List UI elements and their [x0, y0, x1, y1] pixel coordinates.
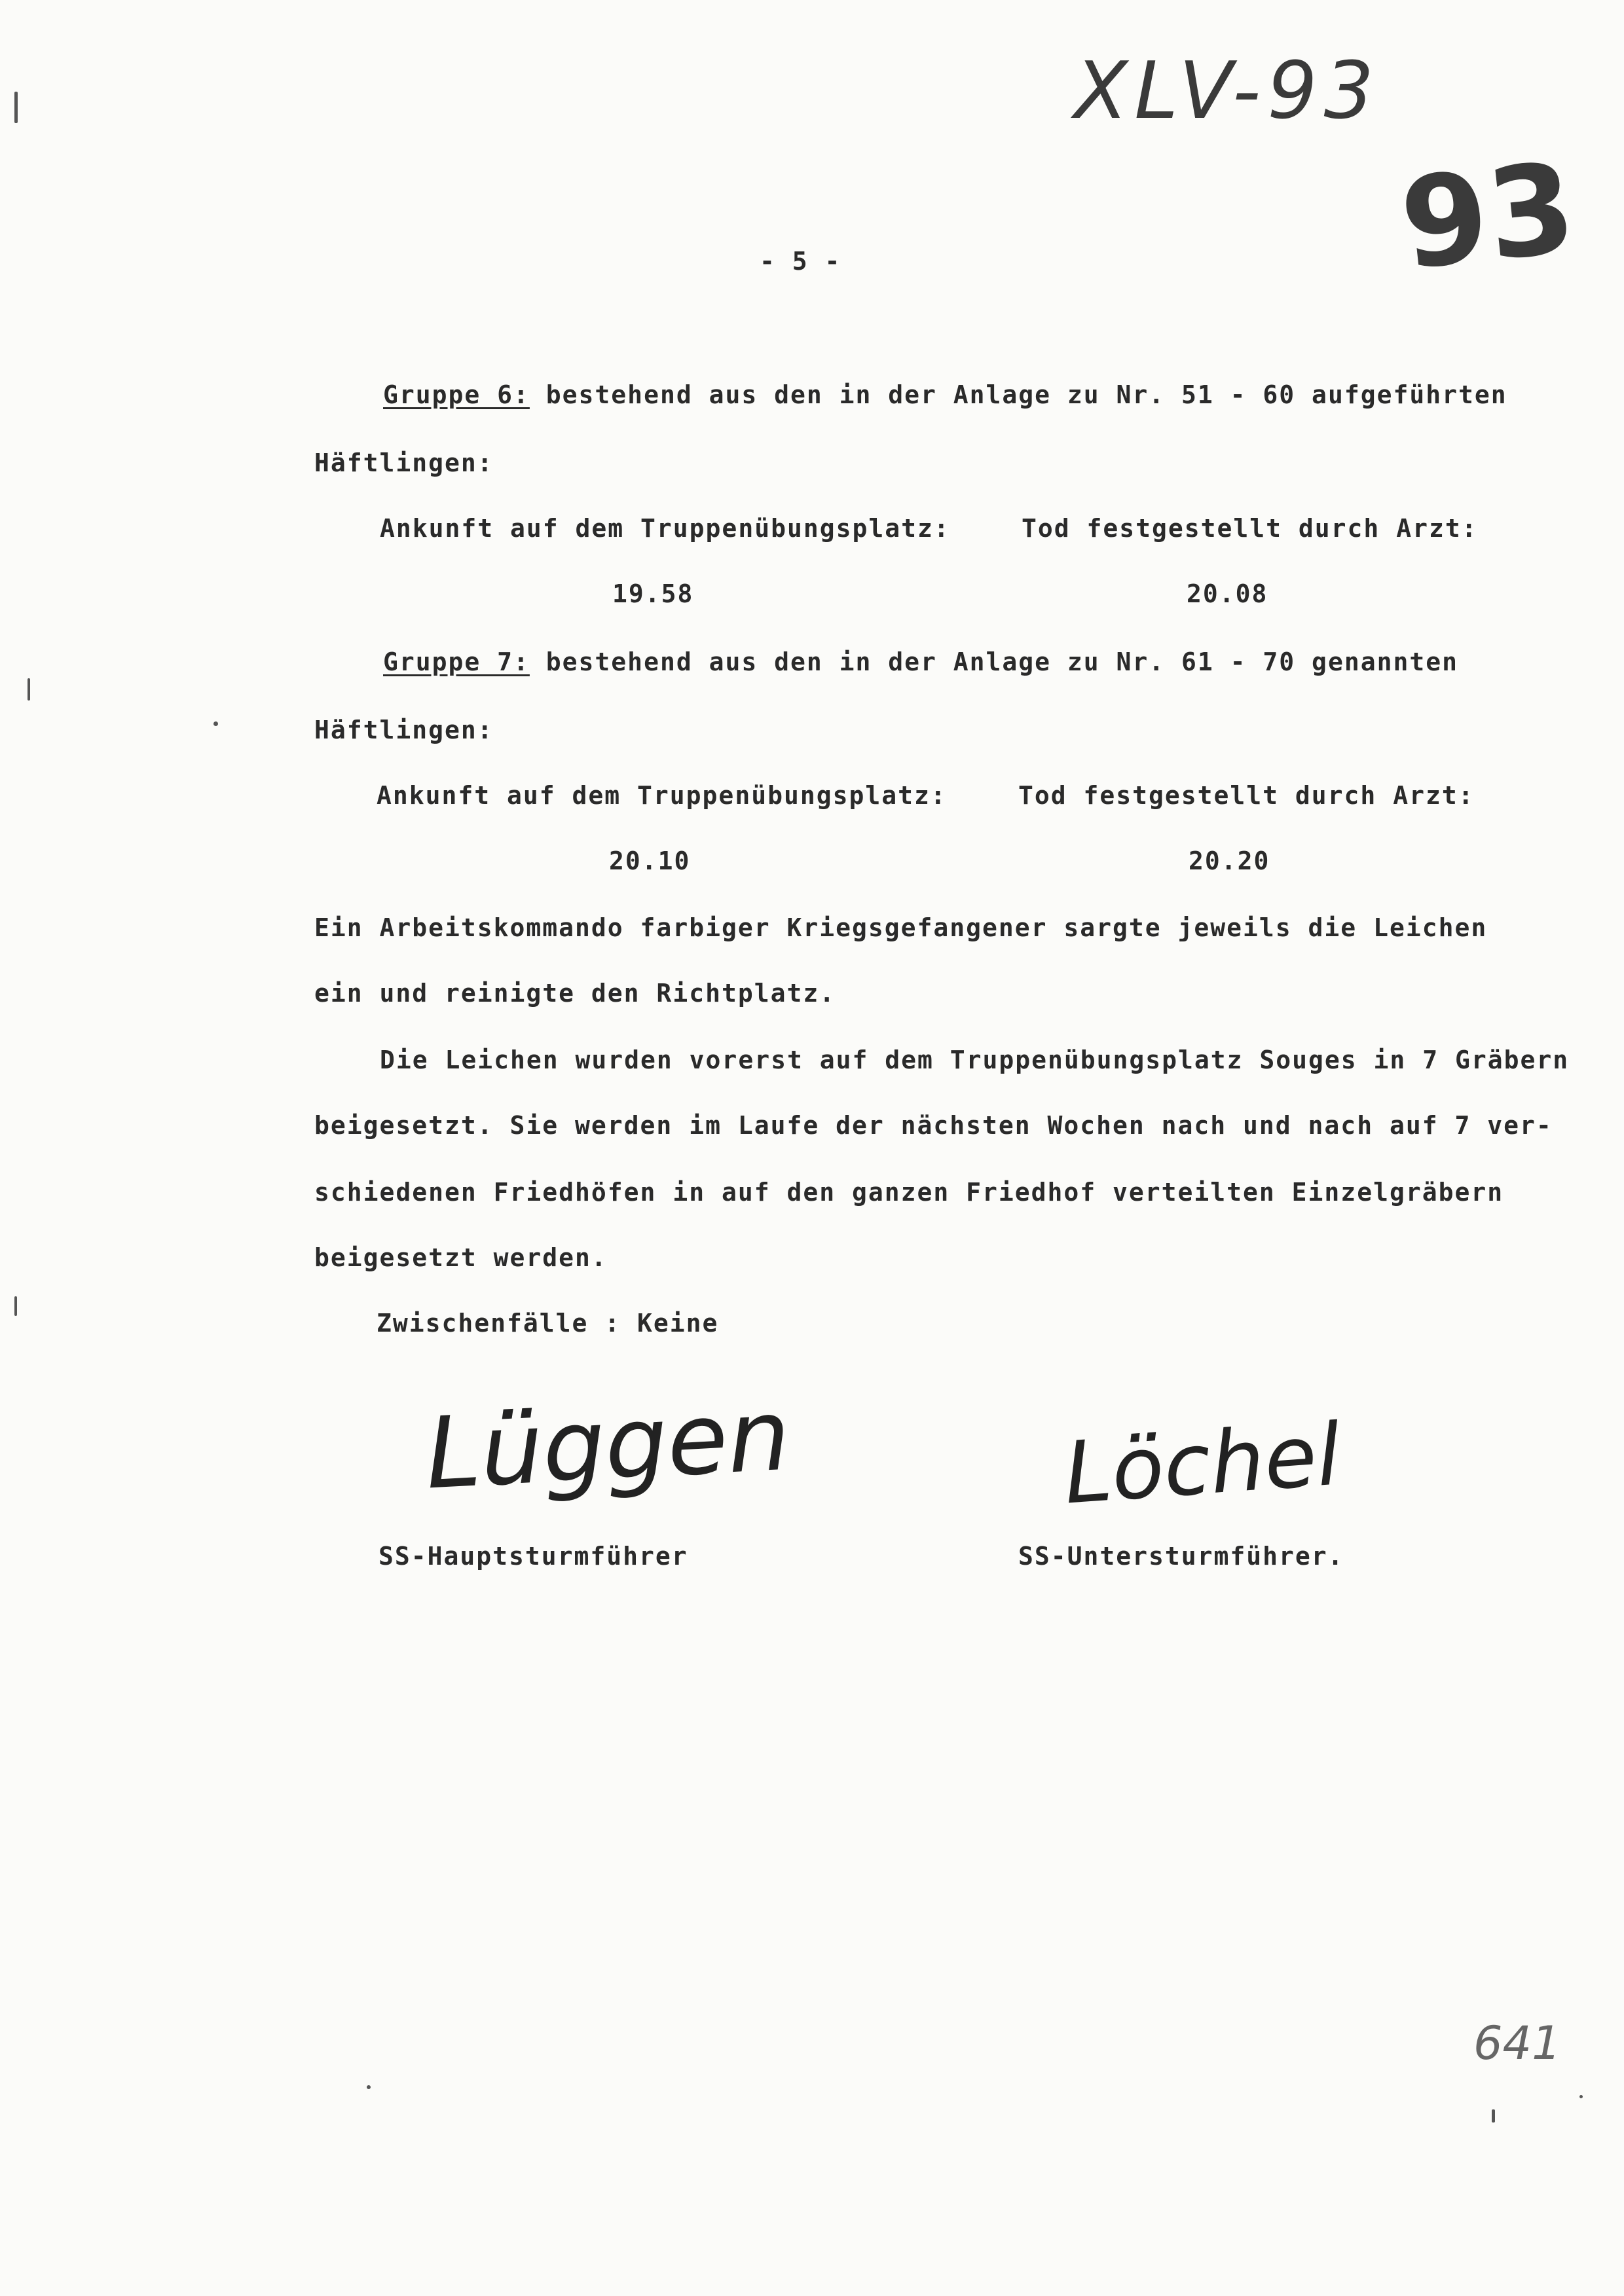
folio-number: 93 [1394, 135, 1582, 298]
paragraph2-line1: Die Leichen wurden vorerst auf dem Truppenübungsplatz Souges in 7 Gräbern [380, 1046, 1570, 1074]
right-signature: Löchel [1061, 1404, 1344, 1523]
group6-death-label: Tod festgestellt durch Arzt: [1022, 514, 1478, 543]
paragraph1-line1: Ein Arbeitskommando farbiger Kriegsgefangener sargte jeweils die Leichen [314, 913, 1488, 942]
scan-speck [14, 1296, 17, 1316]
paragraph2-line2: beigesetzt. Sie werden im Laufe der nächsten Wochen nach und nach auf 7 ver- [314, 1111, 1553, 1140]
paragraph1-line2: ein und reinigte den Richtplatz. [314, 979, 836, 1008]
group7-arrival-label: Ankunft auf dem Truppenübungsplatz: [377, 781, 947, 810]
scan-speck [213, 721, 218, 726]
scan-speck [28, 678, 30, 701]
group6-arrival-label: Ankunft auf dem Truppenübungsplatz: [380, 514, 950, 543]
incidents-line: Zwischenfälle : Keine [377, 1309, 719, 1338]
group7-label: Gruppe 7: [383, 647, 530, 676]
group6-text: bestehend aus den in der Anlage zu Nr. 51 - 60 aufgeführten [545, 380, 1507, 409]
group7-line [383, 649, 1458, 674]
page-number: - 5 - [760, 247, 841, 276]
paragraph2-line3: schiedenen Friedhöfen in auf den ganzen Friedhof verteilten Einzelgräbern [314, 1178, 1504, 1207]
group6-arrival-time: 19.58 [612, 579, 694, 608]
group6-line [383, 382, 1507, 407]
bottom-note: 641 [1473, 2016, 1561, 2070]
group7-arrival-time: 20.10 [609, 847, 691, 875]
archive-reference: XLV-93 [1074, 46, 1380, 137]
paragraph2-line4: beigesetzt werden. [314, 1243, 608, 1272]
group7-death-label: Tod festgestellt durch Arzt: [1018, 781, 1475, 810]
group6-label: Gruppe 6: [383, 380, 530, 409]
group7-continuation: Häftlingen: [314, 716, 494, 744]
right-signatory-rank: SS-Untersturmführer. [1018, 1542, 1344, 1571]
group6-death-time: 20.08 [1187, 579, 1268, 608]
group7-text: bestehend aus den in der Anlage zu Nr. 61 - 70 genannten [545, 647, 1458, 676]
scan-speck [367, 2085, 371, 2089]
left-signature: Lüggen [422, 1378, 793, 1512]
group6-continuation: Häftlingen: [314, 448, 494, 477]
left-signatory-rank: SS-Hauptsturmführer [378, 1542, 688, 1571]
scan-speck [1492, 2109, 1495, 2123]
group7-death-time: 20.20 [1189, 847, 1270, 875]
scan-speck [1579, 2095, 1583, 2098]
scan-speck [14, 92, 18, 123]
